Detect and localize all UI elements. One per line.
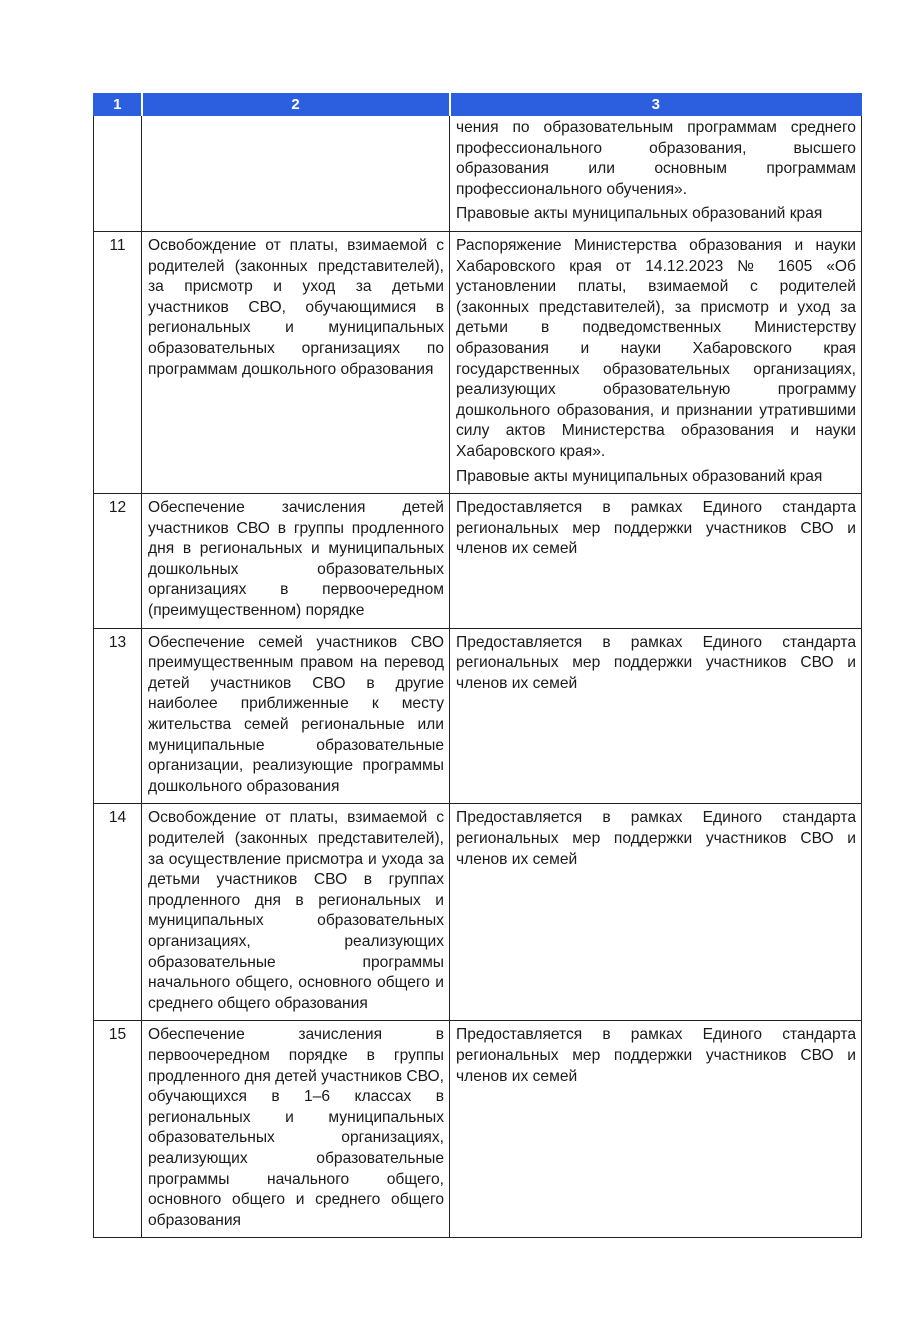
- row-number: 11: [94, 231, 142, 493]
- document-page: [93, 93, 861, 1238]
- legal-basis-paragraph: Правовые акты муниципальных образований края: [456, 467, 823, 485]
- row-number: [94, 116, 142, 231]
- table-row-12: [94, 494, 862, 629]
- table-body: [94, 116, 862, 1238]
- row-number: 12: [94, 494, 142, 629]
- legal-basis-paragraph: Распоряжение Министерства образования и науки Хабаровского края от 14.12.2023 № 1605 «Об установлении платы, взимаемой с родителей (законных представителей), за присмотр и уход за детьми в подведомственных Министерству образования и науки Хабаровского края государственных образовательных организациях, реализующих образовательную программу дошкольного образования, и признании утратившими силу актов Министерства образования и науки Хабаровского края».: [456, 236, 856, 460]
- legal-basis-paragraph: Предоставляется в рамках Единого стандарта региональных мер поддержки участников СВО и членов их семей: [456, 499, 856, 558]
- table-header: [94, 93, 862, 116]
- legal-basis: [450, 494, 862, 629]
- support-measures-table: [93, 93, 862, 1238]
- legal-basis-paragraph: Предоставляется в рамках Единого стандарта региональных мер поддержки участников СВО и членов их семей: [456, 633, 856, 692]
- legal-basis: [450, 804, 862, 1021]
- table-row-15: [94, 1021, 862, 1238]
- table-row-13: [94, 628, 862, 804]
- legal-basis-paragraph: чения по образовательным программам среднего профессионального образования, высшего образования или основным программам профессионального обучения».: [456, 119, 856, 198]
- measure-description: Освобождение от платы, взимаемой с родителей (законных представителей), за осуществление присмотра и ухода за детьми участников СВО в группах продленного дня в региональных и муниципальных образовательных организациях, реализующих образовательные программы начального общего, основного общего и среднего общего образования: [142, 804, 450, 1021]
- legal-basis: [450, 1021, 862, 1238]
- measure-description: Обеспечение зачисления детей участников СВО в группы продленного дня в региональных и муниципальных дошкольных образовательных организациях в первоочередном (преимущественном) порядке: [142, 494, 450, 629]
- measure-description: [142, 116, 450, 231]
- measure-description: Обеспечение семей участников СВО преимущественным правом на перевод детей участников СВО в другие наиболее приближенные к месту жительства семей региональные или муниципальные образовательные организации, реализующие программы дошкольного образования: [142, 628, 450, 804]
- table-row-continuation: [94, 116, 862, 231]
- table-row-14: [94, 804, 862, 1021]
- header-col-1: 1: [94, 93, 142, 116]
- legal-basis: [450, 116, 862, 231]
- measure-description: Обеспечение зачисления в первоочередном порядке в группы продленного дня детей участников СВО, обучающихся в 1–6 классах в региональных и муниципальных образовательных организациях, реализующих образовательные программы начального общего, основного общего и среднего общего образования: [142, 1021, 450, 1238]
- legal-basis: [450, 231, 862, 493]
- legal-basis-paragraph: Предоставляется в рамках Единого стандарта региональных мер поддержки участников СВО и членов их семей: [456, 1026, 856, 1085]
- legal-basis: [450, 628, 862, 804]
- row-number: 14: [94, 804, 142, 1021]
- table-row-11: [94, 231, 862, 493]
- header-col-3: 3: [450, 93, 862, 116]
- legal-basis-paragraph: Предоставляется в рамках Единого стандарта региональных мер поддержки участников СВО и членов их семей: [456, 809, 856, 868]
- row-number: 15: [94, 1021, 142, 1238]
- header-col-2: 2: [142, 93, 450, 116]
- legal-basis-paragraph: Правовые акты муниципальных образований края: [456, 205, 823, 223]
- row-number: 13: [94, 628, 142, 804]
- measure-description: Освобождение от платы, взимаемой с родителей (законных представителей), за присмотр и уход за детьми участников СВО, обучающимися в региональных и муниципальных образовательных организациях по программам дошкольного образования: [142, 231, 450, 493]
